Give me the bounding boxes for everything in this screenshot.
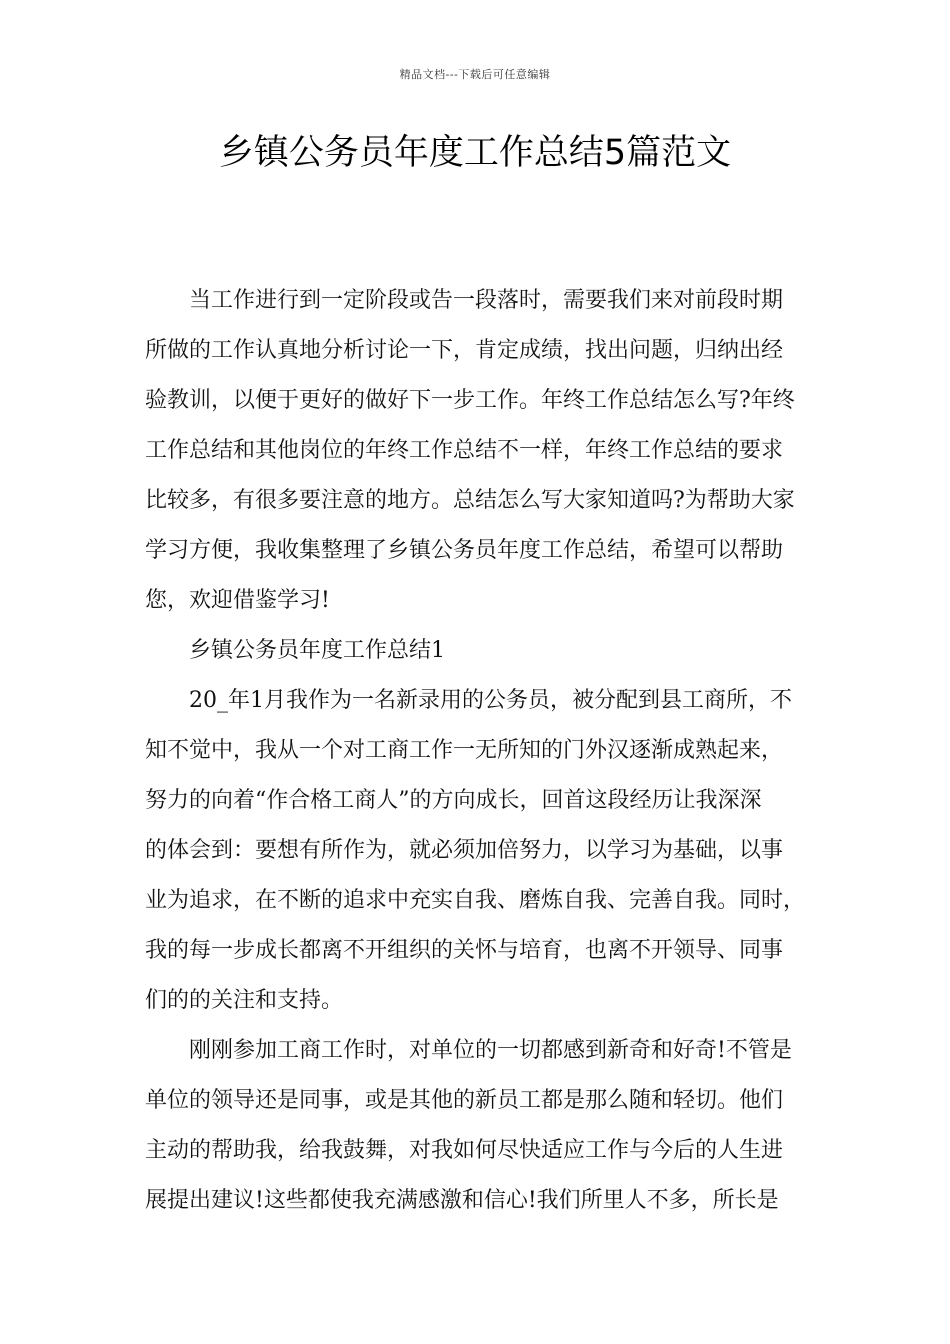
paragraph-line: 我的每一步成长都离不开组织的关怀与培育，也离不开领导、同事 (145, 938, 784, 963)
document-title: 乡镇公务员年度工作总结5篇范文 (218, 133, 732, 173)
header-note: 精品文档---下载后可任意编辑 (399, 68, 551, 81)
paragraph-line: 单位的领导还是同事，或是其他的新员工都是那么随和轻切。他们 (145, 1088, 784, 1113)
intro-line: 比较多，有很多要注意的地方。总结怎么写大家知道吗?为帮助大家 (145, 488, 795, 513)
intro-line: 工作总结和其他岗位的年终工作总结不一样，年终工作总结的要求 (145, 438, 784, 463)
intro-line: 所做的工作认真地分析讨论一下，肯定成绩，找出问题，归纳出经 (145, 338, 784, 363)
intro-line: 学习方便，我收集整理了乡镇公务员年度工作总结，希望可以帮助 (145, 538, 784, 563)
intro-line: 当工作进行到一定阶段或告一段落时，需要我们来对前段时期 (189, 288, 784, 313)
paragraph-line: 刚刚参加工商工作时，对单位的一切都感到新奇和好奇!不管是 (189, 1038, 792, 1063)
paragraph-line: 20_年1月我作为一名新录用的公务员，被分配到县工商所，不 (189, 688, 792, 713)
paragraph-line: 业为追求，在不断的追求中充实自我、磨炼自我、完善自我。同时， (145, 888, 806, 913)
section-heading: 乡镇公务员年度工作总结1 (189, 638, 445, 663)
paragraph-2 (145, 1026, 810, 1226)
intro-paragraph (145, 276, 810, 626)
paragraph-line: 们的的关注和支持。 (145, 988, 344, 1013)
paragraph-line: 努力的向着“作合格工商人”的方向成长，回首这段经历让我深深 (145, 788, 762, 813)
intro-line: 您，欢迎借鉴学习! (145, 588, 330, 613)
intro-line: 验教训，以便于更好的做好下一步工作。年终工作总结怎么写?年终 (145, 388, 795, 413)
paragraph-line: 知不觉中，我从一个对工商工作一无所知的门外汉逐渐成熟起来， (145, 738, 784, 763)
paragraph-line: 展提出建议!这些都使我充满感激和信心!我们所里人不多，所长是 (145, 1188, 779, 1213)
document-body (145, 276, 810, 1226)
paragraph-1 (145, 676, 810, 1026)
paragraph-line: 的体会到：要想有所作为，就必须加倍努力，以学习为基础，以事 (145, 838, 784, 863)
paragraph-line: 主动的帮助我，给我鼓舞，对我如何尽快适应工作与今后的人生进 (145, 1138, 784, 1163)
